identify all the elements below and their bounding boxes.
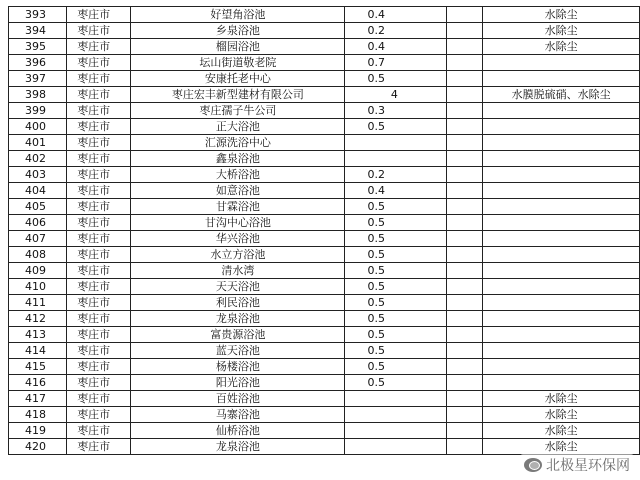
empty-cell — [447, 231, 483, 247]
table-row — [9, 391, 640, 407]
value-cell — [345, 439, 447, 455]
name-cell: 甘霖浴池 — [131, 199, 345, 215]
name-cell: 枣庄宏丰新型建材有限公司 — [131, 87, 345, 103]
value-cell: 0.2 — [345, 23, 447, 39]
value-cell: 0.2 — [345, 167, 447, 183]
row-number-cell: 417 — [9, 391, 67, 407]
row-number-cell: 393 — [9, 7, 67, 23]
empty-cell — [447, 103, 483, 119]
table-row — [9, 39, 640, 55]
measure-cell — [483, 55, 640, 71]
empty-cell — [447, 119, 483, 135]
measure-cell — [483, 167, 640, 183]
city-cell: 枣庄市 — [67, 327, 131, 343]
name-cell: 清水湾 — [131, 263, 345, 279]
name-cell: 富贵源浴池 — [131, 327, 345, 343]
table-row — [9, 215, 640, 231]
city-cell: 枣庄市 — [67, 359, 131, 375]
row-number-cell: 402 — [9, 151, 67, 167]
row-number-cell: 418 — [9, 407, 67, 423]
value-cell: 0.7 — [345, 55, 447, 71]
chat-bubble-icon — [524, 458, 542, 472]
empty-cell — [447, 167, 483, 183]
row-number-cell: 420 — [9, 439, 67, 455]
measure-cell — [483, 263, 640, 279]
measure-cell: 水膜脱硫硝、水除尘 — [483, 87, 640, 103]
data-table — [8, 6, 640, 455]
table-row — [9, 263, 640, 279]
empty-cell — [447, 311, 483, 327]
value-cell: 0.5 — [345, 295, 447, 311]
name-cell: 榴园浴池 — [131, 39, 345, 55]
name-cell: 大桥浴池 — [131, 167, 345, 183]
value-cell — [345, 135, 447, 151]
row-number-cell: 412 — [9, 311, 67, 327]
value-cell — [345, 391, 447, 407]
row-number-cell: 394 — [9, 23, 67, 39]
empty-cell — [447, 215, 483, 231]
city-cell: 枣庄市 — [67, 407, 131, 423]
table-row — [9, 55, 640, 71]
value-cell: 0.5 — [345, 119, 447, 135]
table-row — [9, 119, 640, 135]
value-cell: 0.5 — [345, 71, 447, 87]
row-number-cell: 408 — [9, 247, 67, 263]
row-number-cell: 395 — [9, 39, 67, 55]
name-cell: 蓝天浴池 — [131, 343, 345, 359]
measure-cell: 水除尘 — [483, 23, 640, 39]
name-cell: 坛山街道敬老院 — [131, 55, 345, 71]
value-cell: 0.5 — [345, 247, 447, 263]
city-cell: 枣庄市 — [67, 279, 131, 295]
name-cell: 马寨浴池 — [131, 407, 345, 423]
empty-cell — [447, 23, 483, 39]
measure-cell — [483, 103, 640, 119]
measure-cell — [483, 359, 640, 375]
empty-cell — [447, 183, 483, 199]
city-cell: 枣庄市 — [67, 439, 131, 455]
city-cell: 枣庄市 — [67, 199, 131, 215]
measure-cell — [483, 151, 640, 167]
measure-cell — [483, 231, 640, 247]
name-cell: 天天浴池 — [131, 279, 345, 295]
row-number-cell: 410 — [9, 279, 67, 295]
table-row — [9, 23, 640, 39]
table-row — [9, 151, 640, 167]
measure-cell: 水除尘 — [483, 439, 640, 455]
value-cell: 0.5 — [345, 215, 447, 231]
row-number-cell: 411 — [9, 295, 67, 311]
value-cell: 0.3 — [345, 103, 447, 119]
table-row — [9, 311, 640, 327]
table-row — [9, 359, 640, 375]
empty-cell — [447, 263, 483, 279]
city-cell: 枣庄市 — [67, 247, 131, 263]
name-cell: 汇源洗浴中心 — [131, 135, 345, 151]
table-row — [9, 231, 640, 247]
row-number-cell: 399 — [9, 103, 67, 119]
row-number-cell: 401 — [9, 135, 67, 151]
row-number-cell: 407 — [9, 231, 67, 247]
value-cell: 0.5 — [345, 311, 447, 327]
empty-cell — [447, 359, 483, 375]
row-number-cell: 416 — [9, 375, 67, 391]
empty-cell — [447, 39, 483, 55]
row-number-cell: 398 — [9, 87, 67, 103]
value-cell: 0.4 — [345, 183, 447, 199]
empty-cell — [447, 343, 483, 359]
empty-cell — [447, 7, 483, 23]
value-cell: 0.4 — [345, 7, 447, 23]
name-cell: 水立方浴池 — [131, 247, 345, 263]
city-cell: 枣庄市 — [67, 311, 131, 327]
name-cell: 甘沟中心浴池 — [131, 215, 345, 231]
name-cell: 杨楼浴池 — [131, 359, 345, 375]
empty-cell — [447, 71, 483, 87]
empty-cell — [447, 327, 483, 343]
row-number-cell: 404 — [9, 183, 67, 199]
table-row — [9, 247, 640, 263]
measure-cell — [483, 311, 640, 327]
name-cell: 阳光浴池 — [131, 375, 345, 391]
value-cell: 0.5 — [345, 263, 447, 279]
city-cell: 枣庄市 — [67, 215, 131, 231]
value-cell — [345, 151, 447, 167]
table-row — [9, 407, 640, 423]
empty-cell — [447, 295, 483, 311]
row-number-cell: 409 — [9, 263, 67, 279]
city-cell: 枣庄市 — [67, 119, 131, 135]
measure-cell: 水除尘 — [483, 7, 640, 23]
table-row — [9, 199, 640, 215]
empty-cell — [447, 151, 483, 167]
name-cell: 安康托老中心 — [131, 71, 345, 87]
value-cell: 0.5 — [345, 231, 447, 247]
value-cell: 0.5 — [345, 327, 447, 343]
row-number-cell: 406 — [9, 215, 67, 231]
name-cell: 龙泉浴池 — [131, 311, 345, 327]
table-row — [9, 439, 640, 455]
measure-cell — [483, 327, 640, 343]
table-row — [9, 343, 640, 359]
measure-cell — [483, 215, 640, 231]
empty-cell — [447, 391, 483, 407]
measure-cell: 水除尘 — [483, 423, 640, 439]
empty-cell — [447, 55, 483, 71]
value-cell: 0.5 — [345, 359, 447, 375]
measure-cell — [483, 279, 640, 295]
measure-cell: 水除尘 — [483, 391, 640, 407]
value-cell: 0.5 — [345, 343, 447, 359]
table-row — [9, 295, 640, 311]
empty-cell — [447, 423, 483, 439]
empty-cell — [447, 87, 483, 103]
city-cell: 枣庄市 — [67, 391, 131, 407]
table-row — [9, 375, 640, 391]
name-cell: 正大浴池 — [131, 119, 345, 135]
table-row — [9, 423, 640, 439]
table-row — [9, 7, 640, 23]
row-number-cell: 403 — [9, 167, 67, 183]
table-row — [9, 71, 640, 87]
empty-cell — [447, 439, 483, 455]
city-cell: 枣庄市 — [67, 375, 131, 391]
table-row — [9, 135, 640, 151]
row-number-cell: 396 — [9, 55, 67, 71]
measure-cell: 水除尘 — [483, 39, 640, 55]
city-cell: 枣庄市 — [67, 151, 131, 167]
row-number-cell: 400 — [9, 119, 67, 135]
measure-cell — [483, 295, 640, 311]
empty-cell — [447, 135, 483, 151]
name-cell: 乡泉浴池 — [131, 23, 345, 39]
value-cell — [345, 407, 447, 423]
name-cell: 龙泉浴池 — [131, 439, 345, 455]
empty-cell — [447, 375, 483, 391]
city-cell: 枣庄市 — [67, 183, 131, 199]
value-cell — [345, 423, 447, 439]
measure-cell — [483, 343, 640, 359]
name-cell: 如意浴池 — [131, 183, 345, 199]
table-row — [9, 103, 640, 119]
value-cell: 4 — [345, 87, 447, 103]
measure-cell — [483, 135, 640, 151]
watermark-text: 北极星环保网 — [546, 458, 630, 474]
row-number-cell: 415 — [9, 359, 67, 375]
measure-cell — [483, 119, 640, 135]
city-cell: 枣庄市 — [67, 71, 131, 87]
measure-cell — [483, 375, 640, 391]
city-cell: 枣庄市 — [67, 231, 131, 247]
table-body — [9, 7, 640, 455]
value-cell: 0.5 — [345, 199, 447, 215]
city-cell: 枣庄市 — [67, 7, 131, 23]
value-cell: 0.5 — [345, 279, 447, 295]
city-cell: 枣庄市 — [67, 423, 131, 439]
row-number-cell: 414 — [9, 343, 67, 359]
name-cell: 仙桥浴池 — [131, 423, 345, 439]
measure-cell — [483, 183, 640, 199]
table-row — [9, 279, 640, 295]
measure-cell — [483, 71, 640, 87]
city-cell: 枣庄市 — [67, 39, 131, 55]
table-row — [9, 183, 640, 199]
city-cell: 枣庄市 — [67, 295, 131, 311]
empty-cell — [447, 279, 483, 295]
table-row — [9, 87, 640, 103]
row-number-cell: 405 — [9, 199, 67, 215]
name-cell: 好望角浴池 — [131, 7, 345, 23]
empty-cell — [447, 199, 483, 215]
table-row — [9, 327, 640, 343]
measure-cell: 水除尘 — [483, 407, 640, 423]
row-number-cell: 397 — [9, 71, 67, 87]
city-cell: 枣庄市 — [67, 87, 131, 103]
name-cell: 利民浴池 — [131, 295, 345, 311]
city-cell: 枣庄市 — [67, 23, 131, 39]
city-cell: 枣庄市 — [67, 55, 131, 71]
value-cell: 0.5 — [345, 375, 447, 391]
empty-cell — [447, 247, 483, 263]
table-row — [9, 167, 640, 183]
city-cell: 枣庄市 — [67, 103, 131, 119]
city-cell: 枣庄市 — [67, 343, 131, 359]
measure-cell — [483, 247, 640, 263]
value-cell: 0.4 — [345, 39, 447, 55]
name-cell: 华兴浴池 — [131, 231, 345, 247]
city-cell: 枣庄市 — [67, 263, 131, 279]
name-cell: 枣庄孺子牛公司 — [131, 103, 345, 119]
city-cell: 枣庄市 — [67, 135, 131, 151]
row-number-cell: 413 — [9, 327, 67, 343]
row-number-cell: 419 — [9, 423, 67, 439]
empty-cell — [447, 407, 483, 423]
watermark — [520, 454, 634, 476]
measure-cell — [483, 199, 640, 215]
city-cell: 枣庄市 — [67, 167, 131, 183]
name-cell: 百姓浴池 — [131, 391, 345, 407]
name-cell: 鑫泉浴池 — [131, 151, 345, 167]
